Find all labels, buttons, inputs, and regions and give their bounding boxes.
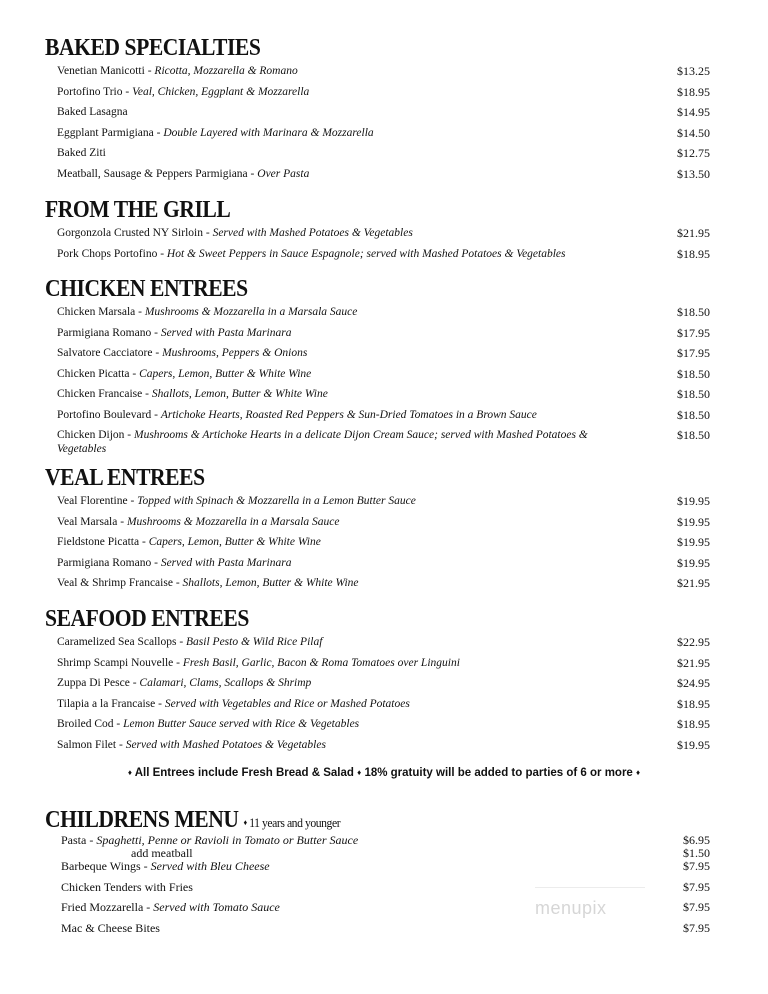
item-description: Mushrooms, Peppers & Onions [162, 347, 308, 359]
item-text [57, 388, 328, 400]
item-description: Served with Mashed Potatoes & Vegetables [212, 227, 413, 239]
item-price: $6.95 [683, 833, 710, 847]
item-price: $14.50 [677, 125, 710, 140]
menu-items [45, 64, 725, 187]
item-text [57, 428, 637, 456]
item-price: $19.95 [677, 514, 710, 529]
item-text [57, 536, 321, 548]
section-chicken-entrees [45, 277, 725, 458]
item-text [57, 718, 359, 730]
item-separator: - [176, 636, 187, 648]
item-separator: - [151, 408, 161, 421]
menu-item [45, 126, 725, 147]
diamond-icon: ♦ [243, 818, 247, 827]
menu-item [45, 346, 725, 367]
item-text [57, 409, 537, 421]
watermark-line [535, 887, 645, 888]
menu-item [45, 535, 725, 556]
item-text [57, 147, 106, 159]
childrens-item [45, 860, 725, 881]
childrens-item [45, 922, 725, 943]
item-text [57, 677, 311, 689]
section-title: CHICKEN ENTREES [45, 276, 248, 302]
item-price: $13.25 [677, 64, 710, 78]
item-description: Mushrooms & Artichoke Hearts in a delicate Dijon Cream Sauce; served with Mashed Potatoes & Vegetables [57, 429, 588, 455]
item-description: Mushrooms & Mozzarella in a Marsala Sauce [126, 515, 340, 528]
menu-item [45, 326, 725, 347]
diamond-icon: ♦ [636, 768, 641, 777]
item-name: Parmigiana Romano [57, 326, 152, 339]
item-description: Ricotta, Mozzarella & Romano [154, 65, 298, 77]
item-description: Topped with Spinach & Mozzarella in a Lemon Butter Sauce [137, 495, 416, 507]
menu-item [45, 556, 725, 577]
item-price: $22.95 [677, 635, 710, 649]
childrens-items [45, 834, 725, 942]
item-description: Calamari, Clams, Scallops & Shrimp [139, 677, 312, 689]
menu-item [45, 738, 725, 759]
item-separator: - [129, 677, 140, 689]
childrens-subtitle [243, 815, 340, 830]
item-price: $7.95 [683, 859, 710, 873]
menupix-watermark: menupix [535, 898, 607, 918]
menu-item [45, 697, 725, 718]
item-separator: - [140, 859, 151, 873]
item-price: $18.50 [677, 305, 710, 319]
menu-item [45, 167, 725, 188]
item-description: Served with Pasta Marinara [160, 556, 292, 569]
menu-item [45, 367, 725, 388]
item-text [57, 516, 339, 528]
item-separator: - [86, 833, 97, 847]
menu-item [45, 408, 725, 429]
item-description: Served with Pasta Marinara [160, 326, 292, 339]
item-text [57, 106, 128, 118]
menu-item [45, 635, 725, 656]
item-price: $19.95 [677, 555, 710, 570]
menu-item [45, 146, 725, 167]
item-separator: - [143, 900, 154, 914]
item-description: Spaghetti, Penne or Ravioli in Tomato or Butter Sauce [96, 833, 359, 847]
menu-item [45, 305, 725, 326]
section-childrens-menu [45, 808, 725, 942]
item-price: $17.95 [677, 325, 710, 340]
item-price: $18.50 [677, 428, 710, 442]
item-name: Chicken Francaise [57, 388, 143, 400]
item-price: $18.95 [677, 246, 710, 261]
item-name: Salmon Filet [57, 738, 117, 751]
item-price: $17.95 [677, 346, 710, 360]
item-name: Parmigiana Romano [57, 556, 152, 569]
item-text [57, 65, 298, 77]
item-price: $18.50 [677, 387, 710, 401]
menu-items [45, 635, 725, 758]
item-price: $13.50 [677, 166, 710, 181]
item-description: Double Layered with Marinara & Mozzarella [163, 126, 374, 139]
item-name: Zuppa Di Pesce [57, 677, 130, 689]
item-separator: - [151, 326, 161, 339]
item-name: Salvatore Cacciatore [57, 347, 153, 359]
diamond-icon: ♦ [127, 768, 132, 777]
section-title [45, 808, 657, 834]
menu-items [45, 226, 725, 267]
item-name: Fried Mozzarella [61, 900, 144, 914]
item-separator: - [124, 429, 134, 441]
item-separator: - [113, 718, 124, 730]
item-text [57, 127, 374, 139]
item-text [57, 557, 291, 569]
item-text [57, 636, 322, 648]
item-name: Meatball, Sausage & Peppers Parmigiana [57, 167, 248, 180]
item-price: $18.95 [677, 84, 710, 99]
item-price: $24.95 [677, 676, 710, 690]
menu-item [45, 387, 725, 408]
item-separator: - [152, 347, 163, 359]
item-price: $21.95 [677, 576, 710, 590]
item-separator: - [151, 556, 161, 569]
item-description: Lemon Butter Sauce served with Rice & Vegetables [123, 718, 360, 730]
section-baked-specialties [45, 36, 725, 187]
menu-items [45, 305, 725, 458]
note-gratuity: 18% gratuity will be added to parties of 6 or more [364, 767, 633, 779]
item-price: $18.50 [677, 366, 710, 381]
item-separator: - [142, 388, 152, 400]
item-name: Tilapia a la Francaise [57, 697, 156, 710]
item-name: Broiled Cod [57, 718, 114, 730]
item-description: Over Pasta [257, 167, 310, 180]
item-price: $7.95 [683, 900, 710, 914]
menu-item [45, 494, 725, 515]
item-price: $21.95 [677, 655, 710, 670]
item-name: Veal Marsala [57, 515, 118, 528]
childrens-item [45, 901, 725, 922]
item-name: Portofino Trio [57, 85, 123, 98]
item-text [57, 368, 311, 380]
item-price: $19.95 [677, 737, 710, 752]
item-separator: - [135, 306, 145, 318]
item-price: $18.50 [677, 407, 710, 422]
item-description: Veal, Chicken, Eggplant & Mozzarella [132, 85, 310, 98]
menu-items [45, 494, 725, 597]
item-description: Fresh Basil, Garlic, Bacon & Roma Tomatoes over Linguini [182, 656, 460, 669]
item-separator: - [122, 85, 133, 98]
item-description: Served with Mashed Potatoes & Vegetables [125, 738, 326, 751]
item-name: Chicken Dijon [57, 429, 125, 441]
item-description: Artichoke Hearts, Roasted Red Peppers & Sun-Dried Tomatoes in a Brown Sauce [160, 408, 537, 421]
menu-item [45, 515, 725, 536]
item-text [57, 86, 309, 98]
section-seafood-entrees [45, 607, 725, 758]
item-name: Pasta [61, 833, 87, 847]
item-name: Gorgonzola Crusted NY Sirloin [57, 227, 203, 239]
item-text [57, 495, 416, 507]
item-separator: - [127, 495, 138, 507]
item-name: Fieldstone Picatta [57, 536, 140, 548]
entree-note [0, 767, 768, 779]
item-text [57, 577, 359, 589]
item-name: Veal Florentine [57, 495, 128, 507]
menu-item [45, 676, 725, 697]
item-separator: - [117, 515, 127, 528]
item-text [57, 306, 357, 318]
section-title: FROM THE GRILL [45, 197, 231, 223]
item-name: Portofino Boulevard [57, 408, 152, 421]
menu-item [45, 656, 725, 677]
item-name: Shrimp Scampi Nouvelle [57, 656, 174, 669]
item-name: Eggplant Parmigiana [57, 126, 154, 139]
menu-item [45, 717, 725, 738]
menu-item [45, 226, 725, 247]
childrens-title: CHILDRENS MENU [45, 807, 239, 833]
item-description: Served with Tomato Sauce [153, 900, 280, 914]
item-separator: - [157, 247, 167, 260]
section-veal-entrees [45, 466, 725, 597]
item-price: $18.95 [677, 717, 710, 731]
item-separator: - [129, 367, 140, 380]
item-separator: - [247, 167, 258, 180]
item-separator: - [155, 697, 165, 710]
menu-item [45, 247, 725, 268]
item-name: Veal & Shrimp Francaise [57, 577, 173, 589]
section-title: BAKED SPECIALTIES [45, 35, 261, 61]
item-price: $19.95 [677, 535, 710, 549]
item-text [57, 168, 309, 180]
item-separator: - [172, 577, 183, 589]
item-separator: - [116, 738, 126, 751]
item-name: Baked Ziti [57, 147, 106, 159]
item-separator: - [153, 126, 164, 139]
menu-item [45, 105, 725, 126]
item-name: Baked Lasagna [57, 106, 128, 118]
item-separator: - [202, 227, 213, 239]
menu-item [45, 64, 725, 85]
item-price: $14.95 [677, 105, 710, 119]
item-name: Chicken Tenders with Fries [61, 879, 193, 894]
item-price: $18.95 [677, 696, 710, 711]
item-text [57, 248, 566, 260]
item-description: Capers, Lemon, Butter & White Wine [139, 367, 312, 380]
item-description: Served with Vegetables and Rice or Mashed Potatoes [164, 697, 410, 710]
item-separator: - [139, 536, 149, 548]
item-name: Chicken Picatta [57, 367, 130, 380]
item-price: $19.95 [677, 494, 710, 508]
item-text [57, 698, 410, 710]
item-name: Caramelized Sea Scallops [57, 636, 177, 648]
note-bread-salad: All Entrees include Fresh Bread & Salad [134, 767, 354, 779]
item-name: Barbeque Wings [61, 859, 141, 873]
item-text [57, 347, 307, 359]
item-price: $7.95 [683, 879, 710, 894]
diamond-icon: ♦ [357, 768, 362, 777]
item-name: Mac & Cheese Bites [61, 920, 160, 935]
item-description: Served with Bleu Cheese [150, 859, 270, 873]
item-description: Hot & Sweet Peppers in Sauce Espagnole; served with Mashed Potatoes & Vegetables [166, 247, 566, 260]
item-description: Capers, Lemon, Butter & White Wine [148, 536, 321, 548]
item-name: Venetian Manicotti [57, 65, 145, 77]
menu-item [45, 428, 725, 458]
item-text [57, 227, 413, 239]
item-text [57, 739, 326, 751]
item-price: $12.75 [677, 146, 710, 160]
item-price: $7.95 [683, 920, 710, 935]
item-separator: - [173, 656, 183, 669]
item-price: $1.50 [683, 846, 710, 860]
item-text [57, 327, 291, 339]
item-description: Mushrooms & Mozzarella in a Marsala Sauce [144, 306, 358, 318]
item-name: Pork Chops Portofino [57, 247, 158, 260]
section-from-the-grill [45, 198, 725, 267]
section-title: SEAFOOD ENTREES [45, 606, 249, 632]
item-separator: - [144, 65, 155, 77]
item-description: Shallots, Lemon, Butter & White Wine [182, 577, 359, 589]
childrens-item [45, 881, 725, 902]
item-name: Chicken Marsala [57, 306, 136, 318]
childrens-age-note: 11 years and younger [249, 815, 341, 830]
item-text [57, 657, 460, 669]
item-name: add meatball [131, 846, 193, 860]
section-title: VEAL ENTREES [45, 465, 205, 491]
item-price: $21.95 [677, 226, 710, 240]
item-description: Shallots, Lemon, Butter & White Wine [151, 388, 328, 400]
menu-item [45, 576, 725, 597]
item-description: Basil Pesto & Wild Rice Pilaf [186, 636, 323, 648]
menu-item [45, 85, 725, 106]
